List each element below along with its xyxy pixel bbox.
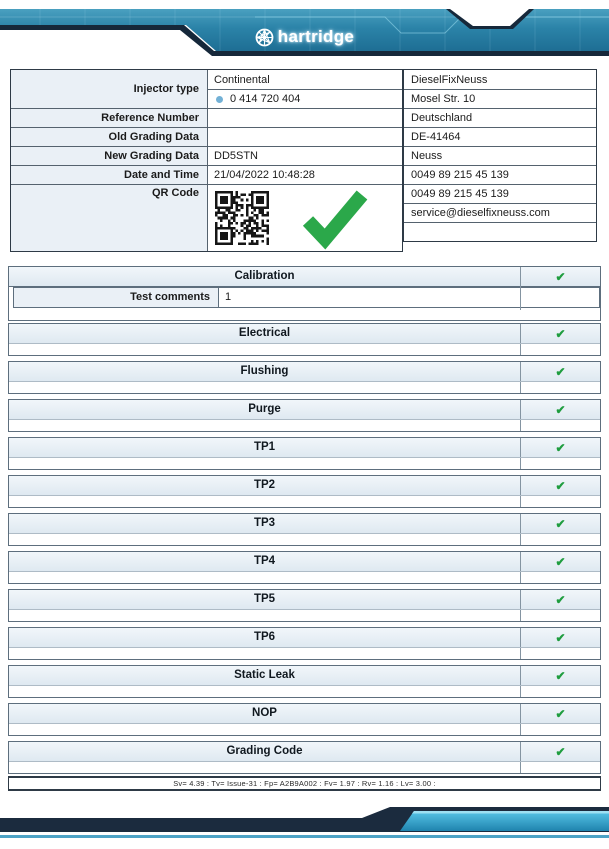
- section-title: Calibration: [234, 270, 295, 282]
- section-static-leak: [8, 665, 601, 698]
- section-title: Grading Code: [226, 745, 303, 757]
- hartridge-wheel-icon: [255, 28, 274, 47]
- brand-name: hartridge: [277, 27, 355, 46]
- contact-line: Neuss: [404, 146, 596, 165]
- status-check-icon: ✔: [555, 593, 566, 607]
- workshop-contact-table: [403, 69, 597, 242]
- reference-number-value: [207, 109, 402, 127]
- status-check-icon: ✔: [555, 517, 566, 531]
- spacer-row: [9, 572, 600, 583]
- qr-code-image: [215, 191, 269, 245]
- status-cell: [520, 267, 600, 286]
- spacer-row: [9, 458, 600, 469]
- column-divider: [520, 686, 521, 697]
- contact-line: Deutschland: [404, 108, 596, 127]
- status-check-icon: ✔: [555, 365, 566, 379]
- status-check-icon: ✔: [555, 441, 566, 455]
- footer-banner: [0, 802, 609, 844]
- contact-line: DE-41464: [404, 127, 596, 146]
- date-time-label: Date and Time: [11, 166, 207, 184]
- status-check-icon: ✔: [555, 707, 566, 721]
- row-date-time: [11, 165, 402, 184]
- section-title: TP3: [253, 517, 276, 529]
- section-grading-code: [8, 741, 601, 774]
- spacer-row: [9, 610, 600, 621]
- status-check-icon: ✔: [555, 403, 566, 417]
- status-cell: [520, 628, 600, 647]
- column-divider: [520, 762, 521, 773]
- new-grading-label: New Grading Data: [11, 147, 207, 165]
- new-grading-value: DD5STN: [207, 147, 402, 165]
- section-tp6: [8, 627, 601, 660]
- column-divider: [520, 420, 521, 431]
- spacer-row: [9, 344, 600, 355]
- injector-info-table: [10, 69, 403, 252]
- test-comments-value: 1: [218, 288, 599, 307]
- spacer-row: [9, 648, 600, 659]
- row-injector-type: [11, 70, 402, 108]
- status-cell: [520, 590, 600, 609]
- contact-line: service@dieselfixneuss.com: [404, 203, 596, 222]
- spacer-row: [9, 534, 600, 545]
- status-check-icon: ✔: [555, 479, 566, 493]
- row-qr-code: [11, 184, 402, 251]
- reference-number-label: Reference Number: [11, 109, 207, 127]
- status-check-icon: ✔: [555, 631, 566, 645]
- section-title: TP4: [253, 555, 276, 567]
- spacer-row: [9, 762, 600, 773]
- column-divider: [520, 724, 521, 735]
- section-tp4: [8, 551, 601, 584]
- column-divider: [520, 648, 521, 659]
- injector-part-number: 0 414 720 404: [208, 89, 402, 108]
- status-cell: [520, 476, 600, 495]
- section-flushing: [8, 361, 601, 394]
- section-tp2: [8, 475, 601, 508]
- row-new-grading-data: [11, 146, 402, 165]
- column-divider: [520, 344, 521, 355]
- column-divider: [520, 458, 521, 469]
- spacer-row: [9, 382, 600, 393]
- spacer-row: [9, 686, 600, 697]
- status-check-icon: ✔: [555, 327, 566, 341]
- old-grading-value: [207, 128, 402, 146]
- pass-check-icon: [300, 188, 370, 250]
- status-cell: [520, 704, 600, 723]
- section-electrical: [8, 323, 601, 356]
- spacer-row: [9, 496, 600, 507]
- status-cell: [520, 324, 600, 343]
- status-cell: [520, 514, 600, 533]
- section-title: TP5: [253, 593, 276, 605]
- status-cell: [520, 552, 600, 571]
- column-divider: [520, 572, 521, 583]
- test-comments-label: Test comments: [14, 288, 218, 307]
- status-check-icon: ✔: [555, 745, 566, 759]
- section-calibration: [8, 266, 601, 321]
- status-cell: [520, 438, 600, 457]
- qr-result-cell: [207, 185, 402, 251]
- status-cell: [520, 742, 600, 761]
- status-cell: [520, 666, 600, 685]
- status-cell: [520, 400, 600, 419]
- injector-make-value: Continental: [214, 73, 270, 86]
- status-cell: [520, 362, 600, 381]
- old-grading-label: Old Grading Data: [11, 128, 207, 146]
- status-check-icon: ✔: [555, 669, 566, 683]
- row-reference-number: [11, 108, 402, 127]
- contact-line: DieselFixNeuss: [404, 70, 596, 89]
- contact-line: 0049 89 215 45 139: [404, 184, 596, 203]
- section-title: Purge: [248, 403, 281, 415]
- section-title: TP1: [253, 441, 276, 453]
- section-title: TP2: [253, 479, 276, 491]
- date-time-value: 21/04/2022 10:48:28: [207, 166, 402, 184]
- spacer-row: [9, 310, 600, 320]
- section-title: Electrical: [238, 327, 291, 339]
- row-old-grading-data: [11, 127, 402, 146]
- contact-line: 0049 89 215 45 139: [404, 165, 596, 184]
- contact-line: [404, 222, 596, 241]
- injector-type-label: Injector type: [11, 70, 207, 108]
- column-divider: [520, 496, 521, 507]
- qr-code-label: QR Code: [11, 185, 207, 251]
- section-title: TP6: [253, 631, 276, 643]
- version-info-strip: Sv= 4.39 : Tv= Issue-31 : Fp= A2B9A002 : Fv= 1.97 : Rv= 1.16 : Lv= 3.00 :: [8, 776, 601, 791]
- calibration-header-row: [9, 267, 600, 287]
- spacer-row: [9, 420, 600, 431]
- section-title: Static Leak: [234, 669, 295, 681]
- column-divider: [520, 534, 521, 545]
- section-tp5: [8, 589, 601, 622]
- section-purge: [8, 399, 601, 432]
- section-nop: [8, 703, 601, 736]
- section-tp1: [8, 437, 601, 470]
- bullet-dot-icon: [216, 96, 223, 103]
- spacer-row: [9, 724, 600, 735]
- section-tp3: [8, 513, 601, 546]
- column-divider: [520, 382, 521, 393]
- section-title: NOP: [252, 707, 277, 719]
- column-divider: [520, 610, 521, 621]
- brand-logo: [0, 26, 609, 48]
- status-check-icon: ✔: [555, 270, 566, 284]
- contact-line: Mosel Str. 10: [404, 89, 596, 108]
- status-check-icon: ✔: [555, 555, 566, 569]
- column-divider: [520, 267, 521, 310]
- section-title: Flushing: [240, 365, 289, 377]
- test-comments-row: [9, 287, 600, 310]
